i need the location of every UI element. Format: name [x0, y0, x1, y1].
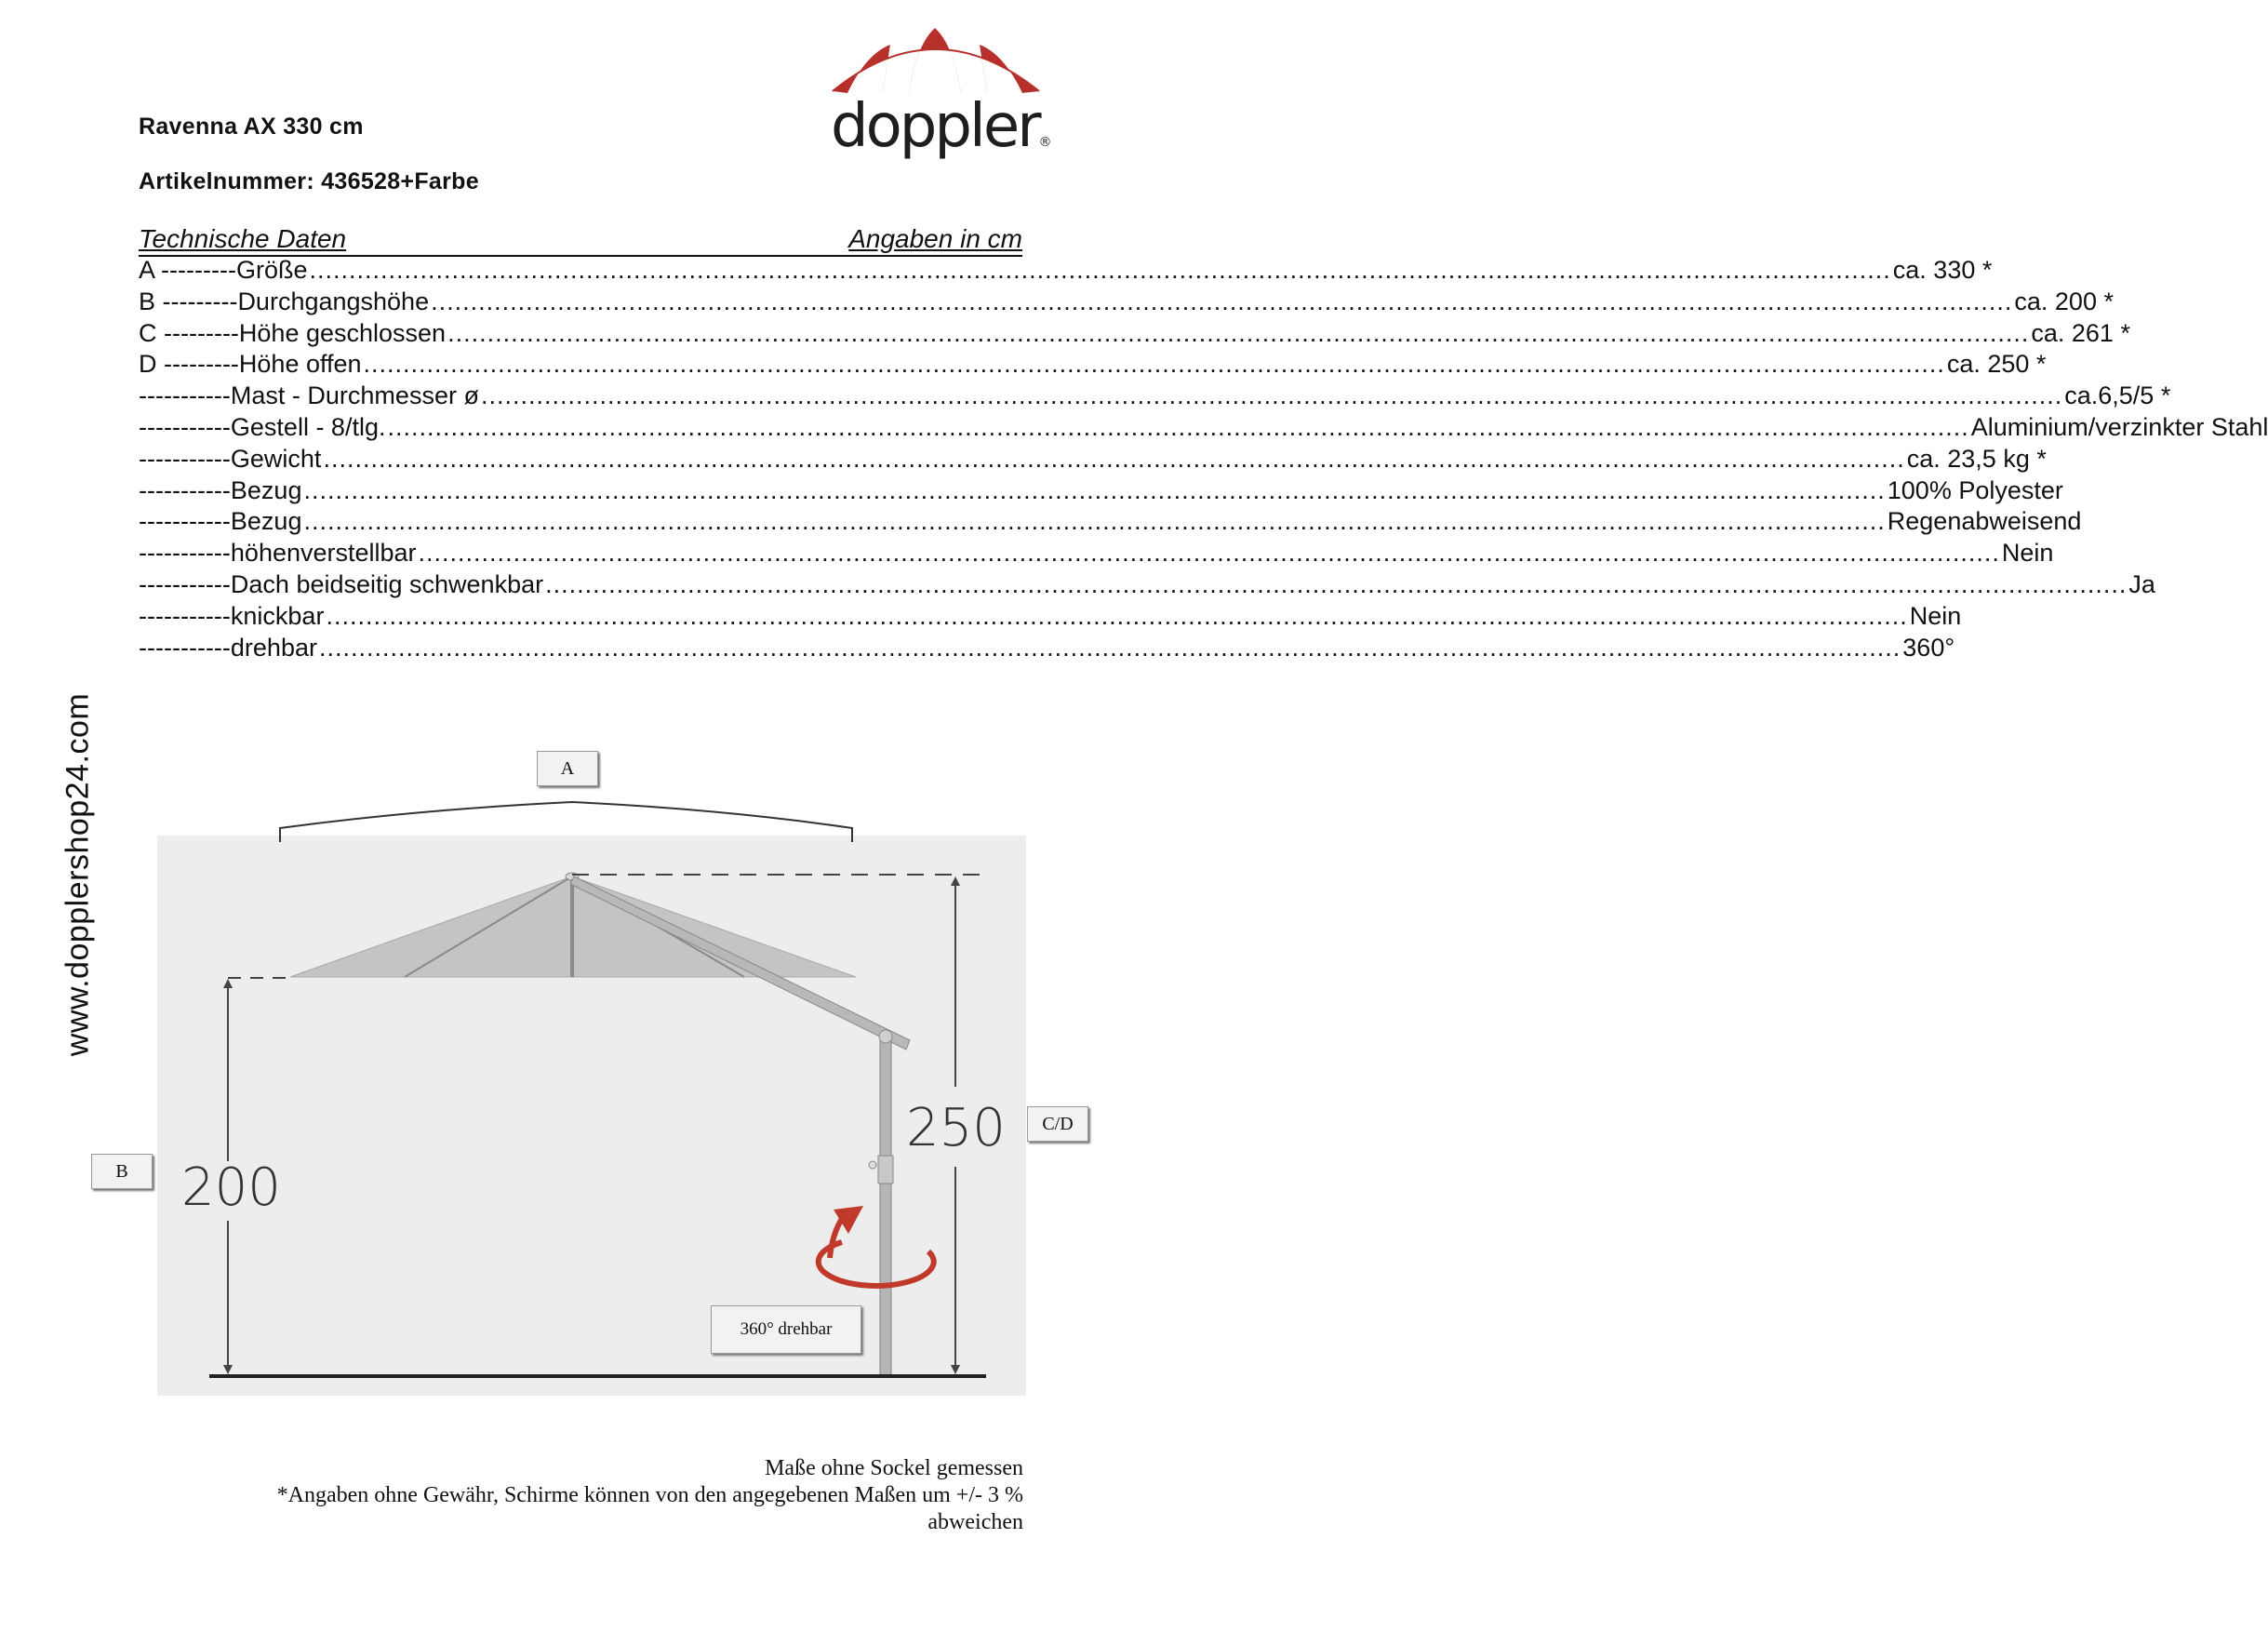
spec-label: Größe [235, 256, 308, 284]
spec-label: Höhe geschlossen [238, 318, 447, 347]
spec-value: ca. 261 * [2031, 318, 2130, 347]
rotation-label: 360° drehbar [711, 1305, 861, 1354]
spec-leader: ........................................................................................................................................................................................................ [418, 539, 2000, 568]
spec-label: Mast - Durchmesser ø [230, 381, 479, 410]
spec-prefix: ----------- [139, 507, 231, 536]
spec-label: höhenverstellbar [230, 539, 417, 568]
arrow-up-icon [951, 876, 960, 886]
width-brace [280, 802, 852, 842]
mast-crank [878, 1156, 893, 1184]
spec-leader: ........................................................................................................................................................................................................ [447, 318, 2030, 347]
spec-leader: ........................................................................................................................................................................................................ [363, 350, 1945, 379]
spec-label: Dach beidseitig schwenkbar [230, 569, 544, 598]
mast [880, 1035, 891, 1377]
spec-leader: ........................................................................................................................................................................................................ [303, 475, 1886, 504]
specs-heading-left: Technische Daten [139, 224, 347, 253]
spec-value: 360° [1902, 633, 1955, 662]
spec-value: ca. 330 * [1892, 256, 1993, 284]
spec-label: Höhe offen [238, 350, 362, 379]
spec-prefix: A --------- [139, 256, 236, 284]
spec-label: Durchgangshöhe [237, 287, 430, 315]
spec-leader: ........................................................................................................................................................................................................ [323, 444, 1905, 473]
registered-mark: ® [1038, 135, 1052, 150]
spec-prefix: B --------- [139, 287, 238, 315]
spec-prefix: ----------- [139, 412, 231, 441]
spec-label: Bezug [230, 507, 302, 536]
spec-leader: ........................................................................................................................................................................................................ [318, 633, 1901, 662]
spec-prefix: C --------- [139, 318, 239, 347]
spec-label: drehbar [230, 633, 317, 662]
side-url: www.dopplershop24.com [60, 692, 96, 1057]
spec-value: Aluminium/verzinkter Stahl [1970, 412, 2268, 441]
spec-prefix: D --------- [139, 350, 239, 379]
spec-leader: ........................................................................................................................................................................................................ [480, 381, 2063, 410]
spec-leader: ........................................................................................................................................................................................................ [309, 256, 1891, 284]
spec-leader: ........................................................................................................................................................................................................ [387, 412, 1969, 441]
spec-leader: ........................................................................................................................................................................................................ [431, 287, 2013, 315]
footer-line-1: Maße ohne Sockel gemessen [765, 1456, 1023, 1480]
spec-leader: ........................................................................................................................................................................................................ [545, 569, 2128, 598]
spec-value: ca. 23,5 kg * [1906, 444, 2047, 473]
specs-heading-right: Angaben in cm [848, 224, 1022, 253]
arrow-down-icon [951, 1365, 960, 1374]
arrow-up-icon [223, 979, 233, 988]
footer-note [277, 1455, 1023, 1536]
spec-label: Bezug [230, 475, 302, 504]
spec-prefix: ----------- [139, 539, 231, 568]
spec-leader: ........................................................................................................................................................................................................ [303, 507, 1886, 536]
spec-prefix: ----------- [139, 601, 231, 630]
spec-value: Nein [1909, 601, 1962, 630]
spec-value: ca.6,5/5 * [2064, 381, 2171, 410]
spec-prefix: ----------- [139, 381, 231, 410]
spec-prefix: ----------- [139, 475, 231, 504]
dimension-200: 200 [181, 1157, 281, 1218]
spec-label: knickbar [230, 601, 325, 630]
footer-line-2: *Angaben ohne Gewähr, Schirme können von den angegebenen Maßen um +/- 3 % [276, 1483, 1023, 1507]
spec-prefix: ----------- [139, 569, 231, 598]
label-a: A [537, 751, 598, 786]
label-cd: C/D [1027, 1106, 1088, 1142]
spec-value: Nein [2001, 539, 2054, 568]
mast-joint [879, 1030, 892, 1043]
spec-value: 100% Polyester [1887, 475, 2063, 504]
footer-line-3: abweichen [927, 1510, 1023, 1534]
spec-label: Gewicht [230, 444, 322, 473]
product-title: Ravenna AX 330 cm [139, 114, 364, 140]
spec-label: Gestell - 8/tlg. [230, 412, 386, 441]
spec-value: Ja [2128, 569, 2155, 598]
spec-leader: ........................................................................................................................................................................................................ [326, 601, 1908, 630]
spec-value: Regenabweisend [1887, 507, 2082, 536]
dimension-250: 250 [906, 1098, 1006, 1158]
spec-prefix: ----------- [139, 633, 231, 662]
label-b: B [91, 1154, 153, 1189]
crank-knob [869, 1161, 876, 1169]
spec-value: ca. 250 * [1946, 350, 2047, 379]
brand-name: doppler [831, 92, 1039, 161]
spec-value: ca. 200 * [2014, 287, 2114, 315]
article-number: Artikelnummer: 436528+Farbe [139, 168, 479, 194]
rotation-arrow-icon [819, 1242, 934, 1286]
arrow-down-icon [223, 1365, 233, 1374]
spec-prefix: ----------- [139, 444, 231, 473]
